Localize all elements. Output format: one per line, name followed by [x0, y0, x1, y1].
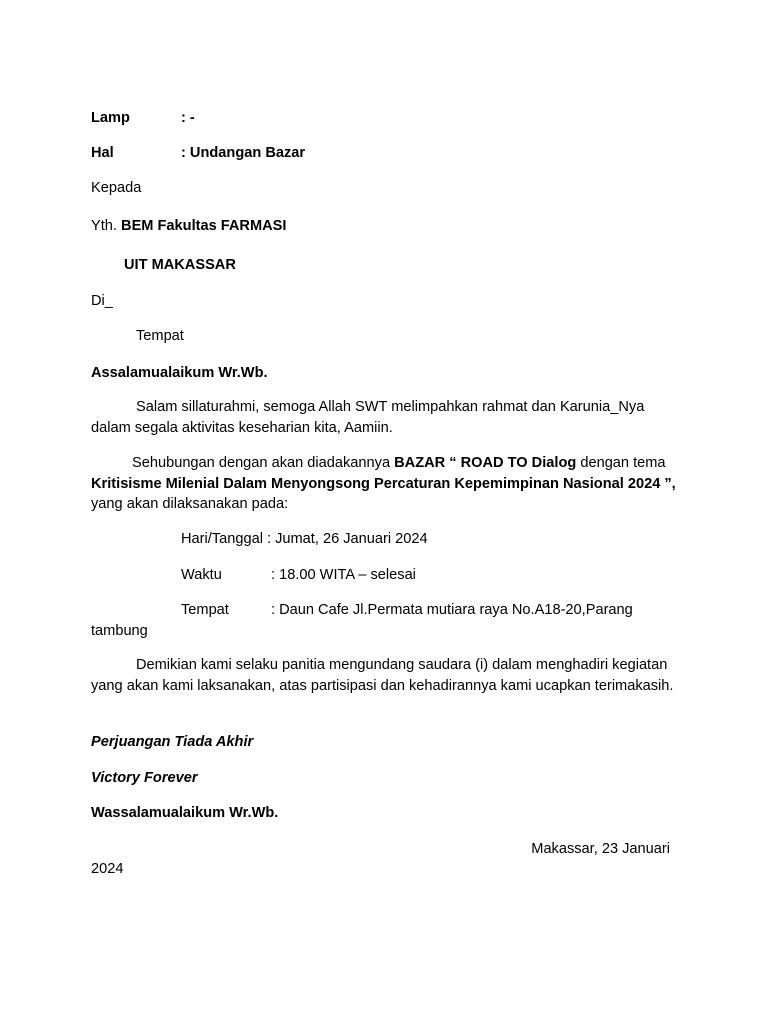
lamp-value: : -: [181, 110, 195, 126]
tempat-line: Tempat: [136, 328, 184, 344]
closing: Wassalamualaikum Wr.Wb.: [91, 805, 279, 821]
paragraph-3: Demikian kami selaku panitia mengundang saudara (i) dalam menghadiri kegiatan yang akan kami laksanakan, atas partisipasi dan kehadirannya kami ucapkan terimakasih.: [91, 657, 674, 694]
hal-value: : Undangan Bazar: [181, 145, 306, 161]
place-date: Makassar, 23 Januari: [531, 841, 670, 857]
para2-theme: Kritisisme Milenial Dalam Menyongsong Percaturan Kepemimpinan Nasional 2024 ”,: [91, 475, 676, 492]
motto-1: Perjuangan Tiada Akhir: [91, 734, 254, 750]
recipient-name: BEM Fakultas FARMASI: [121, 218, 287, 234]
lamp-label: Lamp: [91, 110, 130, 126]
hal-label: Hal: [91, 145, 114, 161]
para2-event-name: BAZAR “ ROAD TO Dialog: [394, 455, 577, 471]
para2-text-e: yang akan dilaksanakan pada:: [91, 496, 289, 512]
di-line: Di_: [91, 293, 113, 309]
time-line: [181, 565, 416, 585]
time-label: Waktu: [181, 567, 222, 583]
date-year: 2024: [91, 861, 124, 877]
place-line: [181, 600, 633, 620]
place-label: Tempat: [181, 602, 229, 618]
motto-2: Victory Forever: [91, 770, 198, 786]
date-label: Hari/Tanggal: [181, 531, 263, 547]
date-line: [181, 529, 428, 549]
lamp-line: [91, 108, 195, 128]
paragraph-2: [91, 453, 681, 515]
date-value: : Jumat, 26 Januari 2024: [267, 531, 428, 547]
para2-text-c: dengan tema: [580, 455, 666, 471]
recipient-line: [91, 216, 286, 236]
paragraph-1: Salam sillaturahmi, semoga Allah SWT melimpahkan rahmat dan Karunia_Nya dalam segala aktivitas keseharian kita, Aamiin.: [91, 399, 645, 436]
place-value-cont: tambung: [91, 623, 148, 639]
hal-line: [91, 143, 305, 163]
time-value: : 18.00 WITA – selesai: [271, 567, 416, 583]
yth-prefix: Yth.: [91, 218, 117, 234]
greeting: Assalamualaikum Wr.Wb.: [91, 365, 268, 381]
place-value: : Daun Cafe Jl.Permata mutiara raya No.A18-20,Parang: [271, 602, 633, 618]
kepada-line: Kepada: [91, 180, 142, 196]
para2-text-a: Sehubungan dengan akan diadakannya: [132, 455, 391, 471]
recipient-institution: UIT MAKASSAR: [124, 257, 236, 273]
